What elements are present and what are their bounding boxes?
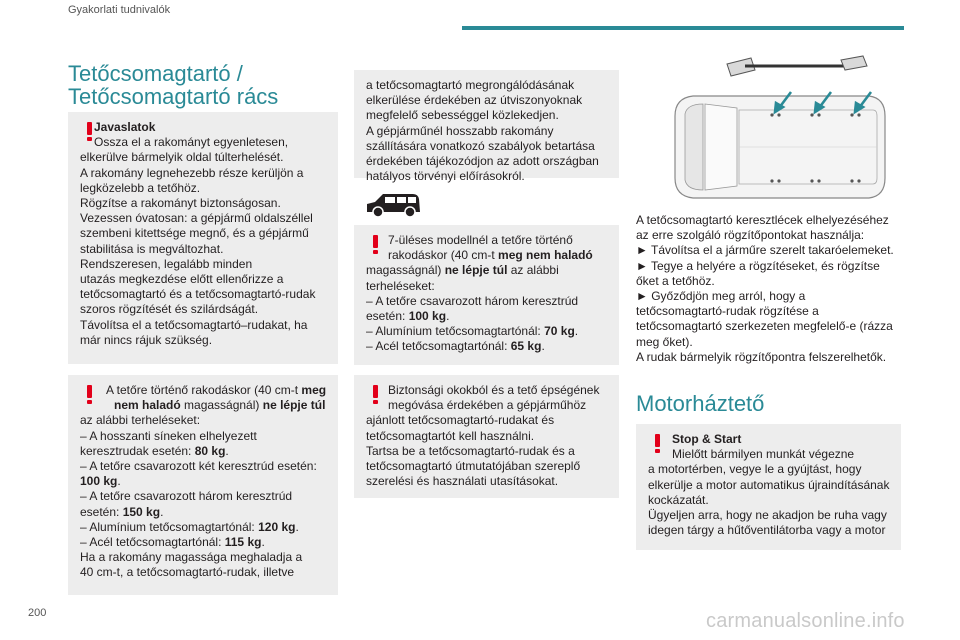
bonnet-title: Motorháztető	[636, 391, 765, 416]
seven-seat-car-icon	[363, 190, 423, 220]
tips-line: már nincs rájuk szükség.	[80, 332, 213, 347]
seven-seat-value: 70 kg	[544, 324, 575, 339]
seven-seat-warning-box	[354, 225, 619, 365]
car-top-view	[675, 96, 885, 198]
instruction-line: meg őket).	[636, 334, 693, 349]
tips-line: Távolítsa el a tetőcsomagtartó–rudakat, ha	[80, 317, 308, 332]
advice-line: hatályos törvényi előírásokról.	[366, 169, 525, 184]
tips-line: elkerülve bármelyik oldal túlterhelését.	[80, 150, 284, 165]
stop-start-line: a motortérben, vegye le a gyújtást, hogy	[648, 462, 862, 477]
safety-line: ajánlott tetőcsomagtartó-rudakat és	[366, 413, 555, 428]
roof-mounting-points-diagram	[645, 52, 895, 204]
safety-line: tetőcsomagtartót kell használni.	[366, 428, 535, 443]
load-text: .	[225, 443, 229, 458]
load-value: 100 kg	[80, 474, 118, 489]
instruction-line: tetőcsomagtartó szerkezeten megfelelő-e (rázza	[636, 319, 893, 334]
running-header: Gyakorlati tudnivalók	[68, 4, 171, 16]
seven-seat-text: – Alumínium tetőcsomagtartónál:	[366, 324, 545, 339]
stop-start-line: Ügyeljen arra, hogy ne akadjon be ruha vagy	[648, 508, 887, 523]
seven-seat-text: .	[574, 324, 579, 339]
tips-line: szoros rögzítését és szilárdságát.	[80, 302, 259, 317]
tips-line: szembeni kitettsége megnő, és a gépjármű	[80, 226, 309, 241]
instruction-line: tetőcsomagtartó-rudak rögzítése a	[636, 304, 819, 319]
roof-rack-title	[68, 62, 278, 108]
stop-start-line: elkerülje a motor automatikus újraindításának	[648, 477, 890, 492]
load-line	[80, 474, 328, 489]
instruction-line: őket a tetőhöz.	[636, 273, 715, 288]
safety-line: megóvása érdekében a gépjárműhöz	[388, 398, 587, 413]
tips-line: stabilitása is megváltozhat.	[80, 241, 224, 256]
roof-rack-title-line2: Tetőcsomagtartó rács	[68, 84, 279, 109]
seven-seat-text: .	[541, 339, 545, 354]
warning-icon	[655, 434, 660, 453]
load-text: keresztrudak esetén:	[80, 443, 195, 458]
tips-line: A rakomány legnehezebb része kerüljön a	[80, 165, 304, 180]
warning-icon	[373, 235, 378, 254]
load-text: – Alumínium tetőcsomagtartónál:	[80, 519, 259, 534]
load-line	[80, 520, 328, 535]
seven-seat-text: rakodáskor (40 cm-t	[388, 248, 499, 263]
load-line: az alábbi terheléseket:	[80, 413, 201, 428]
seven-seat-text: – Acél tetőcsomagtartónál:	[366, 339, 511, 354]
stop-start-warning-box	[636, 424, 901, 550]
safety-line: tetőcsomagtartó útmutatójában szereplő	[366, 459, 581, 474]
load-line	[80, 444, 328, 459]
seven-seat-text: .	[446, 309, 450, 324]
load-text: .	[295, 519, 299, 534]
tips-line: utazás megkezdése előtt ellenőrizze a	[80, 272, 284, 287]
instruction-line: ► Távolítsa el a járműre szerelt takaróelemeket.	[636, 243, 894, 258]
seven-seat-text: az alábbi	[507, 263, 559, 278]
seven-seat-line: terheléseket:	[366, 278, 435, 293]
seven-seat-line: 7-üléses modellnél a tetőre történő	[388, 233, 573, 247]
seven-seat-value: 100 kg	[408, 309, 447, 324]
stop-start-line: Mielőtt bármilyen munkát végezne	[672, 447, 855, 462]
load-text-bold: nem haladó	[114, 398, 181, 413]
safety-line: Biztonsági okokból és a tető épségének	[388, 383, 600, 397]
load-text-bold: meg	[301, 383, 327, 397]
tips-line: legközelebb a tetőhöz.	[80, 180, 201, 195]
instruction-line: A rudak bármelyik rögzítőpontra felszerelhetők.	[636, 349, 887, 364]
crossbar-illustration	[727, 56, 867, 76]
load-line: – A tetőre csavarozott két keresztrúd esetén:	[80, 459, 317, 474]
load-line: – A tetőre csavarozott három keresztrúd	[80, 489, 293, 504]
advice-line: megfelelő sebességgel közlekedjen.	[366, 108, 559, 123]
instruction-line: ► Tegye a helyére a rögzítéseket, és rögzítse	[636, 258, 880, 273]
load-text: .	[117, 474, 121, 489]
seven-seat-text: magasságnál)	[366, 263, 445, 278]
load-text: – Acél tetőcsomagtartónál:	[80, 535, 225, 550]
advice-line: szállítására vonatkozó szabályok betartása	[366, 138, 595, 153]
load-line	[80, 535, 328, 550]
tips-heading: Javaslatok	[94, 120, 156, 134]
safety-warning-box	[354, 375, 619, 498]
load-line	[80, 505, 328, 520]
load-text: .	[160, 504, 164, 519]
load-text: esetén:	[80, 504, 123, 519]
warning-icon	[87, 385, 92, 404]
tips-line: Vezessen óvatosan: a gépjármű oldalszéllel	[80, 211, 313, 226]
seven-seat-bold: ne lépje túl	[444, 263, 508, 278]
stop-start-heading: Stop & Start	[672, 432, 742, 446]
page-number: 200	[28, 607, 47, 619]
seven-seat-text: esetén:	[366, 309, 409, 324]
instruction-line: ► Győződjön meg arról, hogy a	[636, 289, 806, 304]
speed-advice-box	[354, 70, 619, 184]
load-value: 115 kg	[224, 535, 262, 550]
load-text: A tetőre történő rakodáskor (40 cm-t	[106, 383, 302, 397]
load-value: 120 kg	[258, 519, 296, 534]
tips-line: tetőcsomagtartó és a tetőcsomagtartó-rudak	[80, 287, 316, 302]
stop-start-line: idegen tárgy a hűtőventilátorba vagy a motor	[648, 523, 886, 538]
load-line: 40 cm-t, a tetőcsomagtartó-rudak, illetve	[80, 565, 295, 580]
tips-warning-box	[68, 112, 338, 364]
warning-icon	[373, 385, 378, 404]
advice-line: a tetőcsomagtartó megrongálódásának	[366, 78, 575, 92]
seven-seat-value: 65 kg	[510, 339, 542, 354]
load-text: .	[261, 535, 265, 550]
seven-seat-line: – A tetőre csavarozott három keresztrúd	[366, 293, 579, 308]
tips-line: Rögzítse a rakományt biztonságosan.	[80, 196, 281, 211]
seven-seat-bold: meg nem haladó	[498, 248, 593, 263]
safety-line: Tartsa be a tetőcsomagtartó-rudak és a	[366, 443, 575, 458]
advice-line: érdekében tájékozódjon az adott országban	[366, 154, 599, 169]
instruction-line: az erre szolgáló rögzítőpontokat használja:	[636, 228, 865, 243]
load-line: Ha a rakomány magassága meghaladja a	[80, 550, 303, 565]
load-value: 80 kg	[194, 443, 226, 458]
safety-line: szerelési és használati utasításokat.	[366, 474, 559, 489]
instruction-line: A tetőcsomagtartó keresztlécek elhelyezéséhez	[636, 213, 889, 227]
advice-line: elkerülése érdekében az útviszonyoknak	[366, 93, 583, 108]
tips-line: Ossza el a rakományt egyenletesen,	[94, 135, 289, 150]
load-line: – A hosszanti síneken elhelyezett	[80, 428, 257, 443]
load-value: 150 kg	[122, 504, 161, 519]
advice-line: A gépjárműnél hosszabb rakomány	[366, 123, 554, 138]
crossbar-instructions	[636, 213, 904, 365]
load-text: magasságnál)	[180, 398, 263, 413]
watermark: carmanualsonline.info	[706, 610, 905, 632]
tips-line: Rendszeresen, legalább minden	[80, 256, 253, 271]
load-text-bold: ne lépje túl	[262, 398, 326, 413]
warning-icon	[87, 122, 92, 141]
stop-start-line: kockázatát.	[648, 492, 709, 507]
load-limit-warning-box	[68, 375, 338, 595]
roof-rack-title-line1: Tetőcsomagtartó /	[68, 61, 243, 86]
header-accent-bar	[462, 26, 904, 30]
